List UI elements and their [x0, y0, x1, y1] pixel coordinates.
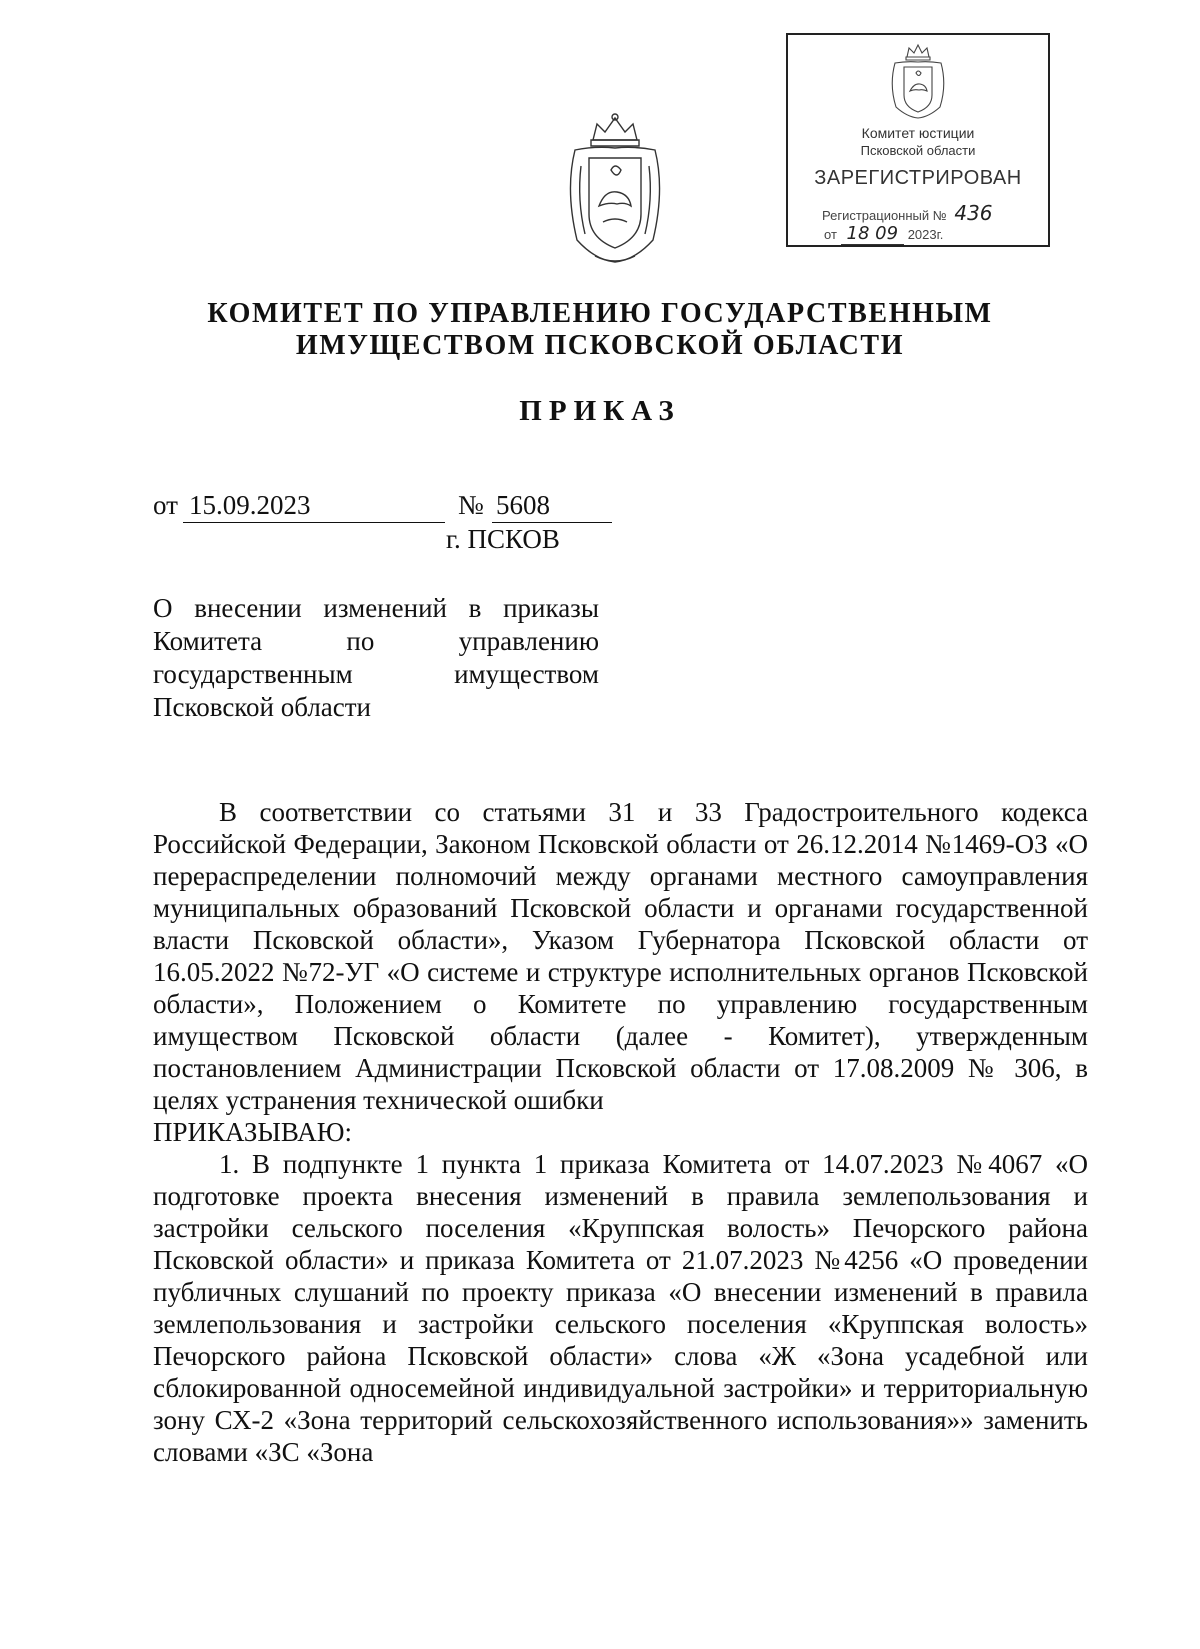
date-value: 15.09.2023: [189, 490, 311, 520]
organization-title: [120, 298, 1080, 362]
stamp-reg-label: Регистрационный №: [822, 208, 947, 223]
stamp-reg-number: [822, 201, 993, 225]
document-subject: О внесении изменений в приказы Комитета по управлению государственным имуществом Псковской области: [153, 593, 599, 722]
stamp-reg-number-value: 436: [954, 201, 993, 225]
stamp-date: [824, 223, 943, 244]
date-label: от: [153, 490, 178, 520]
stamp-date-value: 18 09: [841, 223, 905, 245]
stamp-date-prefix: от: [824, 227, 837, 242]
order-word: ПРИКАЗЫВАЮ:: [153, 1117, 352, 1147]
city: г. ПСКОВ: [446, 524, 560, 554]
document-type: ПРИКАЗ: [519, 395, 681, 427]
date-field: [183, 490, 445, 523]
number-value: 5608: [496, 490, 550, 520]
coat-of-arms-emblem: [555, 110, 675, 270]
stamp-status: ЗАРЕГИСТРИРОВАН: [814, 167, 1022, 189]
organization-title-line1: КОМИТЕТ ПО УПРАВЛЕНИЮ ГОСУДАРСТВЕННЫМ: [207, 298, 993, 329]
order-item-1: 1. В подпункте 1 пункта 1 приказа Комитета от 14.07.2023 №4067 «О подготовке проекта внесения изменений в правила землепользования и застройки сельского поселения «Круппская волость» Печорского района Псковской области» и приказа Комитета от 21.07.2023 №4256 «О проведении публичных слушаний по проекту приказа «О внесении изменений в правила землепользования и застройки сельского поселения «Круппская волость» Печорского района Псковской области» слова «Ж «Зона усадебной или сблокированной односемейной индивидуальной застройки» и территориальную зону СХ-2 «Зона территорий сельскохозяйственного использования»» заменить словами «ЗС «Зона: [153, 1149, 1088, 1467]
number-label: №: [458, 490, 484, 520]
stamp-emblem-icon: [883, 41, 953, 121]
stamp-date-year: 2023: [907, 227, 937, 242]
preamble-paragraph: В соответствии со статьями 31 и 33 Градостроительного кодекса Российской Федерации, Законом Псковской области от 26.12.2014 №1469-ОЗ «О перераспределении полномочий между органами местного самоуправления муниципальных образований Псковской области и органами государственной власти Псковской области», Указом Губернатора Псковской области от 16.05.2022 №72-УГ «О системе и структуре исполнительных органов Псковской области», Положением о Комитете по управлению государственным имуществом Псковской области (далее - Комитет), утвержденным постановлением Администрации Псковской области от 17.08.2009 № 306, в целях устранения технической ошибки: [153, 797, 1088, 1115]
number-field: [492, 490, 612, 523]
stamp-org-line1: Комитет юстиции: [861, 125, 975, 141]
document-body: [153, 796, 1088, 1468]
organization-title-line2: ИМУЩЕСТВОМ ПСКОВСКОЙ ОБЛАСТИ: [295, 330, 905, 361]
stamp-org-line2: Псковской области: [860, 143, 976, 158]
registration-stamp: [786, 33, 1050, 247]
stamp-year-suffix: г.: [936, 227, 944, 242]
